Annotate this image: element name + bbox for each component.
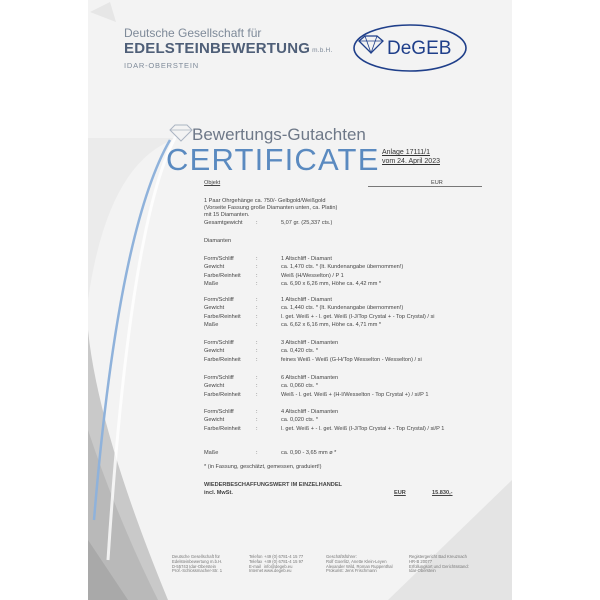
spec-value: ca. 6,62 x 6,16 mm, Höhe ca. 4,71 mm * (281, 321, 382, 328)
colon: : (256, 383, 258, 390)
diamond-outline-icon (168, 124, 194, 142)
colon: : (256, 425, 258, 432)
spec-value: Weiß (H/Wesselton) / P 1 (281, 272, 344, 279)
degeb-logo (351, 22, 469, 74)
valuation-amount: 15.830,- (432, 490, 453, 496)
spec-value: ca. 0,020 cts. * (281, 417, 319, 424)
diamond-icon (359, 36, 383, 53)
colon: : (256, 375, 258, 381)
spec-value: ca. 1,440 cts. * (lt. Kundenangabe übernommen!) (281, 305, 404, 312)
spec-label: Farbe/Reinheit (204, 425, 241, 432)
company-name-main: EDELSTEINBEWERTUNG (124, 40, 311, 57)
colon: : (256, 272, 258, 279)
certificate-page (88, 0, 512, 600)
colon: : (256, 305, 258, 312)
spec-label: Gewicht (204, 348, 225, 355)
spec-label: Farbe/Reinheit (204, 313, 241, 320)
spec-value: ca. 0,420 cts. * (281, 348, 319, 355)
footer-contact-label: Internet (249, 568, 264, 574)
object-description-line2: (Vorseite Fassung große Diamanten unten, ca. Platin) (204, 205, 338, 211)
spec-value: ca. 6,90 x 6,26 mm, Höhe ca. 4,42 mm * (281, 280, 382, 287)
spec-value: 1 Altschliff - Diamant (281, 297, 332, 303)
spec-value: l. get. Weiß + - l. get. Weiß (I-J/Top Crystal + - Top Crystal) / si (281, 313, 435, 320)
spec-label: Form/Schliff (204, 340, 234, 346)
total-weight-value: 5,07 gr. (25,337 cts.) (281, 220, 333, 226)
colon: : (256, 356, 258, 363)
footer-contact-label: Telefon (249, 554, 263, 559)
footer-management-line: Rolf Goerlitz, Anette Klein-Leyen (326, 558, 387, 564)
spec-label: Gewicht (204, 305, 225, 312)
annex-number: Anlage 17111/1 (382, 149, 431, 156)
footer-contact-label: Telefax (249, 558, 263, 564)
footer-company (172, 555, 222, 574)
footer-management-line: Geschäftsführer: (326, 554, 357, 559)
spec-value: feines Weiß - Weiß (G-H/Top Wesselton - Wesselton) / si (281, 356, 422, 363)
spec-value: 3 Altschliff - Diamanten (281, 340, 339, 346)
valuation-tax-note: incl. MwSt. (204, 490, 233, 496)
spec-value: ca. 0,060 cts. * (281, 383, 319, 390)
spec-label: Gewicht (204, 264, 225, 271)
footer-contact-values (264, 555, 303, 574)
footer-contact-value: info@degeb.eu (264, 563, 293, 569)
spec-value: Weiß - l. get. Weiß + (H-I/Wesselton - Top Crystal +) / si/P 1 (281, 391, 429, 398)
colon: : (256, 409, 258, 415)
footer-contact-value: www.degeb.eu (264, 568, 292, 574)
object-underline (368, 186, 482, 187)
footer-contact-value: +49 (0) 6781-4 15 97 (264, 558, 304, 564)
measurement-note: * (in Fassung, geschätzt, gemessen, graduiert!) (204, 464, 322, 470)
measure-value: ca. 0,90 - 3,65 mm ø * (281, 450, 337, 456)
spec-label: Farbe/Reinheit (204, 391, 241, 398)
title-english: CERTIFICATE (166, 142, 380, 177)
footer-registry-line: Erfüllungsort und Gerichtsstand: (409, 563, 469, 569)
spec-label: Form/Schliff (204, 256, 234, 262)
spec-value: 6 Altschliff - Diamanten (281, 375, 339, 381)
object-description-line3: mit 15 Diamanten. (204, 212, 250, 218)
colon: : (256, 313, 258, 320)
spec-label: Farbe/Reinheit (204, 272, 241, 279)
footer-management-line: Prokurist: Jens Frischmann (326, 568, 377, 574)
colon: : (256, 417, 258, 424)
colon: : (256, 220, 258, 226)
colon: : (256, 280, 258, 287)
object-description-line1: 1 Paar Ohrgehänge ca. 750/- Gelbgold/Weißgold (204, 198, 326, 204)
annex-date: vom 24. April 2023 (382, 158, 440, 165)
valuation-title: WIEDERBESCHAFFUNGSWERT IM EINZELHANDEL (204, 482, 342, 488)
company-name-line2 (124, 40, 332, 57)
colon: : (256, 391, 258, 398)
spec-label: Form/Schliff (204, 375, 234, 381)
diamonds-section-label: Diamanten (204, 238, 232, 244)
footer-registry-line: Idar-Oberstein (409, 568, 436, 574)
company-location: IDAR-OBERSTEIN (124, 61, 199, 70)
object-label: Objekt (204, 180, 221, 186)
spec-label: Form/Schliff (204, 297, 234, 303)
valuation-currency: EUR (394, 490, 406, 496)
title-german: Bewertungs-Gutachten (192, 125, 366, 144)
colon: : (256, 348, 258, 355)
spec-value: l. get. Weiß + - l. get. Weiß (I-J/Top Crystal + - Top Crystal) / si/P 1 (281, 425, 445, 432)
footer-contact-labels (249, 555, 263, 574)
footer-management-line: Alexander Wild, Roman Ruppenthal (326, 563, 393, 569)
footer-company-line: D-55743 Idar-Oberstein (172, 563, 216, 569)
footer-contact-value: +49 (0) 6781-4 15 77 (264, 554, 304, 559)
logo-text: DeGEB (387, 38, 452, 59)
spec-label: Farbe/Reinheit (204, 356, 241, 363)
footer-registry-line: Registergericht Bad Kreuznach (409, 554, 467, 559)
object-currency: EUR (431, 180, 443, 186)
footer-registry (409, 555, 469, 574)
spec-label: Maße (204, 280, 219, 287)
footer-company-line: Edelsteinbewertung m.b.H. (172, 558, 223, 564)
spec-label: Form/Schliff (204, 409, 234, 415)
colon: : (256, 340, 258, 346)
colon: : (256, 264, 258, 271)
spec-label: Gewicht (204, 417, 225, 424)
total-weight-label: Gesamtgewicht (204, 220, 243, 226)
spec-value: 1 Altschliff - Diamant (281, 256, 332, 262)
annex-reference (382, 148, 440, 166)
footer-company-line: Deutsche Gesellschaft für (172, 554, 220, 559)
spec-value: 4 Altschliff - Diamanten (281, 409, 339, 415)
footer-company-line: Prof.-Schlossmacher-Str. 1 (172, 568, 223, 574)
spec-label: Gewicht (204, 383, 225, 390)
colon: : (256, 297, 258, 303)
spec-value: ca. 1,470 cts. * (lt. Kundenangabe übernommen!) (281, 264, 404, 271)
measure-label: Maße (204, 450, 219, 456)
spec-label: Maße (204, 321, 219, 328)
colon: : (256, 450, 258, 456)
colon: : (256, 321, 258, 328)
colon: : (256, 256, 258, 262)
company-name-line1: Deutsche Gesellschaft für (124, 26, 262, 40)
company-suffix: m.b.H. (312, 47, 333, 54)
footer-registry-line: HR-B 20077 (409, 558, 433, 564)
footer-contact-label: E-mail (249, 563, 261, 569)
footer-management (326, 555, 393, 574)
